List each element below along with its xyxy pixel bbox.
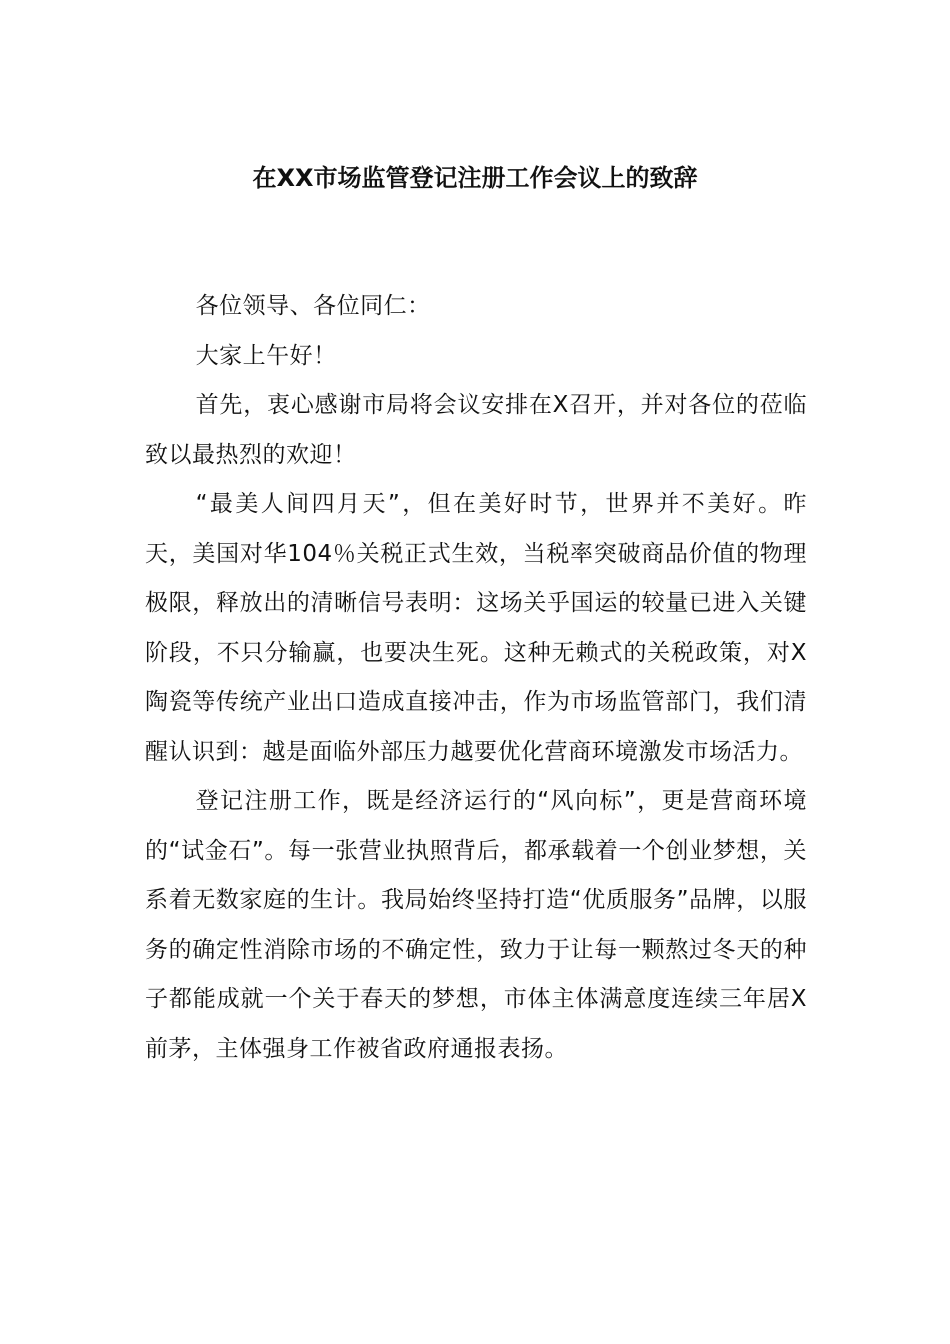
- document-body: [145, 282, 807, 1074]
- paragraph-greeting: 大家上午好！: [195, 342, 337, 369]
- paragraph-salutation: 各位领导、各位同仁：: [195, 293, 431, 319]
- document-title: 在XX市场监管登记注册工作会议上的致辞: [252, 164, 698, 192]
- paragraph-tariff: “最美人间四月天”，但在美好时节，世界并不美好。昨天，美国对华104％关税正式生效，当税率突破商品价值的物理极限，释放出的清晰信号表明：这场关乎国运的较量已进入关键阶段，不只分输赢，也要决生死。这种无赖式的关税政策，对X陶瓷等传统产业出口造成直接冲击，作为市场监管部门，我们清醒认识到：越是面临外部压力越要优化营商环境激发市场活力。: [145, 491, 807, 765]
- paragraph-welcome: 首先，衷心感谢市局将会议安排在X召开，并对各位的莅临致以最热烈的欢迎！: [145, 392, 807, 468]
- paragraph-registration: 登记注册工作，既是经济运行的“风向标”，更是营商环境的“试金石”。每一张营业执照背后，都承载着一个创业梦想，关系着无数家庭的生计。我局始终坚持打造“优质服务”品牌，以服务的确定性消除市场的不确定性，致力于让每一颗熬过冬天的种子都能成就一个关于春天的梦想，市体主体满意度连续三年居X前茅，主体强身工作被省政府通报表扬。: [145, 788, 807, 1062]
